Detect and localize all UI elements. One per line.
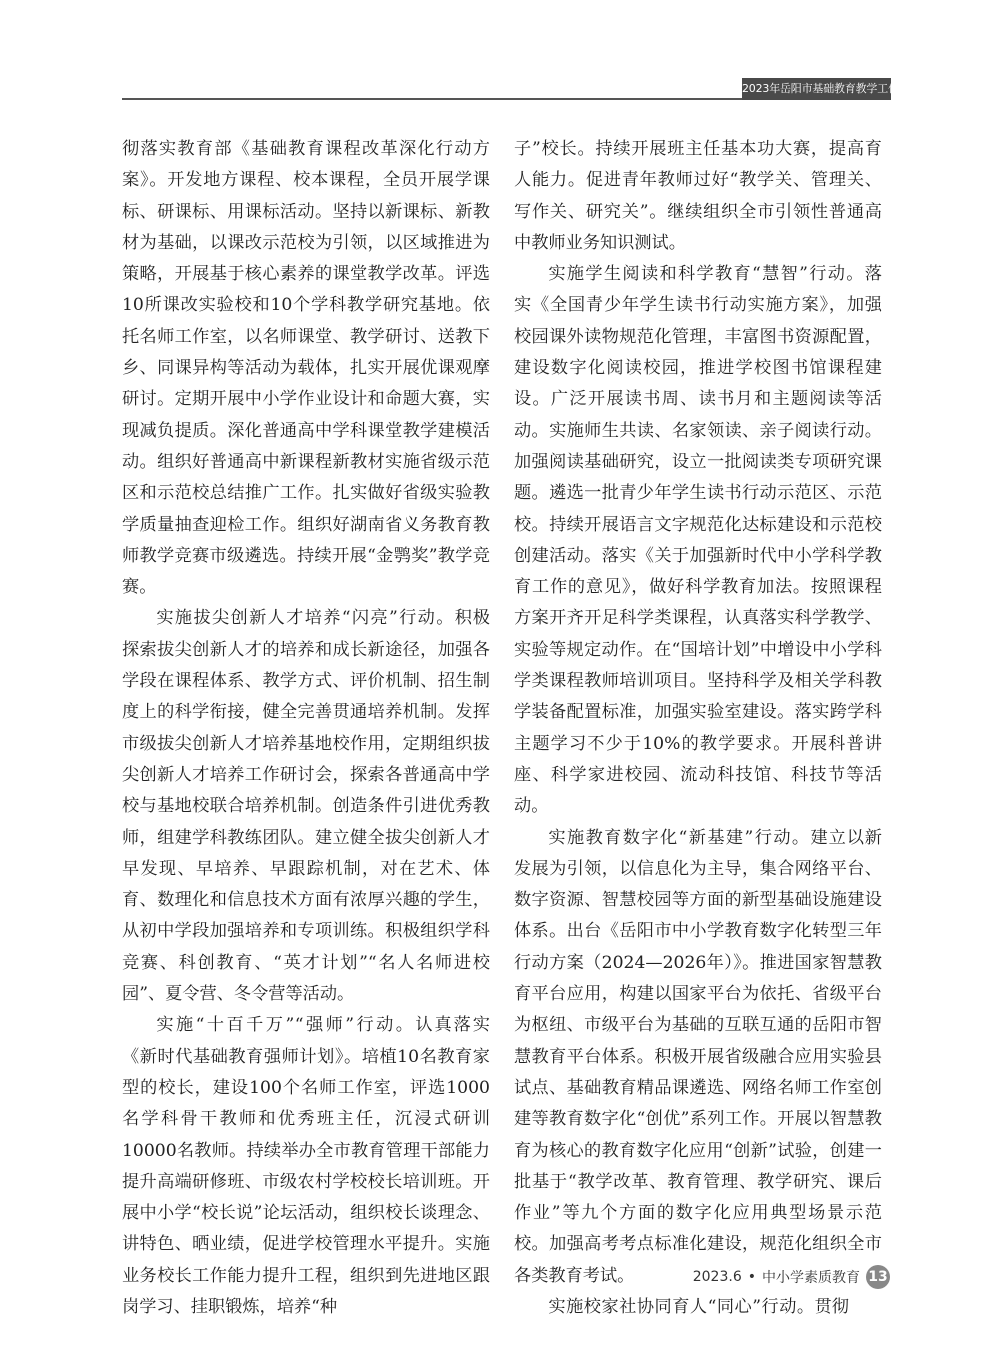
- paragraph-lead: 实施“十百千万”“强师”行动。: [156, 1015, 416, 1036]
- right-column: [514, 134, 882, 1323]
- paragraph-text: 建立以新发展为引领，以信息化为主导，集合网络平台、数字资源、智慧校园等方面的新型基础设施建设体系。出台《岳阳市中小学教育数字化转型三年行动方案（2024—2026年）》。推进国家智慧教育平台应用，构建以国家平台为依托、省级平台为枢纽、市级平台为基础的互联互通的岳阳市智慧教育平台体系。积极开展省级融合应用实验县试点、基础教育精品课遴选、网络名师工作室创建等教育数字化“创优”系列工作。开展以智慧教育为核心的教育数字化应用“创新”试验，创建一批基于“教学改革、教育管理、教学研究、课后作业”等九个方面的数字化应用典型场景示范校。加强高考考点标准化建设，规范化组织全市各类教育考试。: [514, 827, 882, 1286]
- paragraph: [514, 823, 882, 1292]
- paragraph: [514, 259, 882, 822]
- paragraph: [122, 1010, 490, 1323]
- paragraph-lead: 实施拔尖创新人才培养“闪亮”行动。: [156, 608, 455, 629]
- page-number-badge: 13: [866, 1265, 890, 1289]
- paragraph-text: 贯彻: [814, 1296, 849, 1317]
- paragraph: [122, 603, 490, 1010]
- paragraph-text: 认真落实《新时代基础教育强师计划》。培植10名教育家型的校长，建设100个名师工作室，评选1000名学科骨干教师和优秀班主任，沉浸式研训10000名教师。持续举办全市教育管理干部能力提升高端研修班、市级农村学校校长培训班。开展中小学“校长说”论坛活动，组织校长谈理念、讲特色、晒业绩，促进学校管理水平提升。实施业务校长工作能力提升工程，组织到先进地区跟岗学习、挂职锻炼，培养“种: [122, 1015, 490, 1317]
- paragraph-text: 积极探索拔尖创新人才的培养和成长新途径，加强各学段在课程体系、教学方式、评价机制、招生制度上的科学衔接，健全完善贯通培养机制。发挥市级拔尖创新人才培养基地校作用，定期组织拔尖创新人才培养工作研讨会，探索各普通高中学校与基地校联合培养机制。创造条件引进优秀教师，组建学科教练团队。建立健全拔尖创新人才早发现、早培养、早跟踪机制，对在艺术、体育、数理化和信息技术方面有浓厚兴趣的学生，从初中学段加强培养和专项训练。积极组织学科竞赛、科创教育、“英才计划”“名人名师进校园”、夏令营、冬令营等活动。: [122, 608, 490, 1005]
- footer-separator: •: [747, 1269, 756, 1285]
- paragraph-text: 子”校长。持续开展班主任基本功大赛，提高育人能力。促进青年教师过好“教学关、管理关、写作关、研究关”。继续组织全市引领性普通高中教师业务知识测试。: [514, 139, 882, 253]
- paragraph: [514, 134, 882, 259]
- issue-date: 2023.6: [692, 1269, 742, 1285]
- page-footer: [693, 1265, 890, 1289]
- paragraph: [122, 134, 490, 603]
- paragraph: [514, 1292, 882, 1323]
- paragraph-lead: 实施学生阅读和科学教育“慧智”行动。: [548, 264, 865, 285]
- paragraph-lead: 实施教育数字化“新基建”行动。: [548, 827, 811, 848]
- left-column: [122, 134, 490, 1323]
- journal-name: 中小学素质教育: [762, 1270, 860, 1286]
- paragraph-text: 落实《全国青少年学生读书行动实施方案》，加强校园课外读物规范化管理，丰富图书资源配置，建设数字化阅读校园，推进学校图书馆课程建设。广泛开展读书周、读书月和主题阅读等活动。实施师生共读、名家领读、亲子阅读行动。加强阅读基础研究，设立一批阅读类专项研究课题。遴选一批青少年学生读书行动示范区、示范校。持续开展语言文字规范化达标建设和示范校创建活动。落实《关于加强新时代中小学科学教育工作的意见》，做好科学教育加法。按照课程方案开齐开足科学类课程，认真落实科学教学、实验等规定动作。在“国培计划”中增设中小学科学类课程教师培训项目。坚持科学及相关学科教学装备配置标准，加强实验室建设。落实跨学科主题学习不少于10%的教学要求。开展科普讲座、科学家进校园、流动科技馆、科技节等活动。: [514, 264, 882, 817]
- running-header: 2023年岳阳市基础教育教学工作会议: [742, 78, 891, 100]
- paragraph-text: 彻落实教育部《基础教育课程改革深化行动方案》。开发地方课程、校本课程，全员开展学课标、研课标、用课标活动。坚持以新课标、新教材为基础，以课改示范校为引领，以区域推进为策略，开展基于核心素养的课堂教学改革。评选10所课改实验校和10个学科教学研究基地。依托名师工作室，以名师课堂、教学研讨、送教下乡、同课异构等活动为载体，扎实开展优课观摩研讨。定期开展中小学作业设计和命题大赛，实现减负提质。深化普通高中学科课堂教学建模活动。组织好普通高中新课程新教材实施省级示范区和示范校总结推广工作。扎实做好省级实验教学质量抽查迎检工作。组织好湖南省义务教育教师教学竞赛市级遴选。持续开展“金鹗奖”教学竞赛。: [122, 139, 490, 598]
- paragraph-lead: 实施校家社协同育人“同心”行动。: [548, 1296, 815, 1317]
